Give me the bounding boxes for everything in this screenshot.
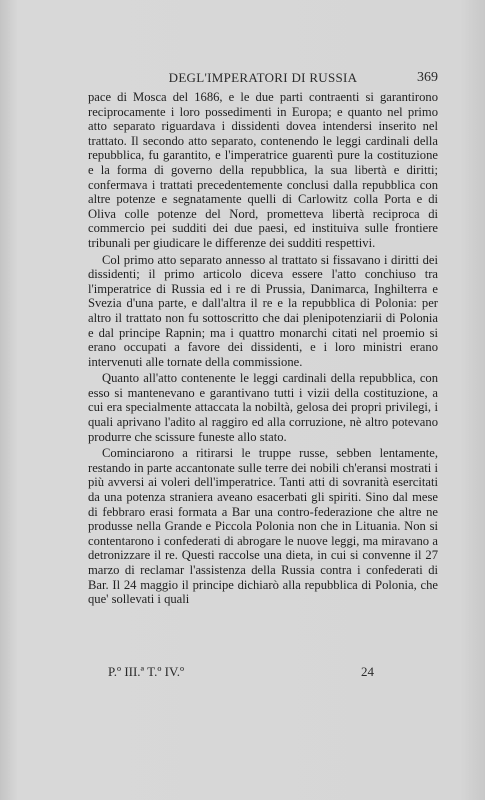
- page-body: [88, 90, 438, 607]
- paragraph: Col primo atto separato annesso al trattato si fissavano i diritti dei dissidenti; il primo articolo diceva essere l'atto conchiuso tra l'imperatrice di Russia ed i re di Prussia, Danimarca, Inghilterra e Svezia d'una parte, e dall'altra il re e la repubblica di Polonia: per altro il trattato non fu sottoscritto che dai plenipotenziarii di Polonia e dal principe Rapnin; ma i quattro monarchi citati nel proemio si erano occupati a favore dei dissidenti, e i loro ministri erano intervenuti alle tornate della commissione.: [88, 252, 438, 369]
- page-number: 369: [417, 70, 438, 85]
- page-footer: [88, 664, 438, 682]
- signature-mark: P.º III.ª T.º IV.º: [108, 664, 184, 679]
- paragraph: Quanto all'atto contenente le leggi cardinali della repubblica, con esso si mantenevano e garantivano tutti i vizii della costituzione, a cui era specialmente attaccata la nobiltà, gelosa dei propri privilegi, i quali aprivano l'adito al raggiro ed alla corruzione, nè altro potevano produrre che scissure funeste allo stato.: [88, 371, 438, 444]
- paragraph: Cominciarono a ritirarsi le truppe russe, sebben lentamente, restando in parte accantonate sulle terre dei nobili ch'eransi mostrati i più avversi ai voleri dell'imperatrice. Tanti atti di sovranità esercitati da una potenza straniera aveano esacerbati gli spiriti. Sino dal mese di febbraro erasi formata a Bar una contro-federazione che altre ne produsse nella Grande e Piccola Polonia non che in Lituania. Non si contentarono i confederati di abrogare le nuove leggi, ma miravano a detronizzare il re. Questi raccolse una dieta, in cui si convenne il 27 marzo di reclamar l'assistenza della Russia contra i confederati di Bar. Il 24 maggio il principe dichiarò alla repubblica di Polonia, che que' sollevati i quali: [88, 446, 438, 607]
- paragraph: pace di Mosca del 1686, e le due parti contraenti si garantirono reciprocamente i loro possedimenti in Europa; e quanto nel primo atto separato riguardava i dissidenti dovea intendersi inserito nel trattato. Il secondo atto separato, contenendo le leggi cardinali della repubblica, fu garantito, e l'imperatrice guarentì pure la costituzione e la forma di governo della repubblica, la sua libertà e diritti; confermava i trattati precedentemente conclusi dalla repubblica con altre potenze e segnatamente quelli di Carlowitz colla Porta e di Oliva colle potenze del Nord, prometteva libertà reciproca di commercio pei sudditi dei due paesi, ed instituiva sulle frontiere tribunali per giudicare le differenze dei sudditi respettivi.: [88, 90, 438, 250]
- sheet-number: 24: [361, 664, 374, 679]
- running-header: [88, 70, 438, 88]
- running-title: DEGL'IMPERATORI DI RUSSIA: [168, 70, 358, 85]
